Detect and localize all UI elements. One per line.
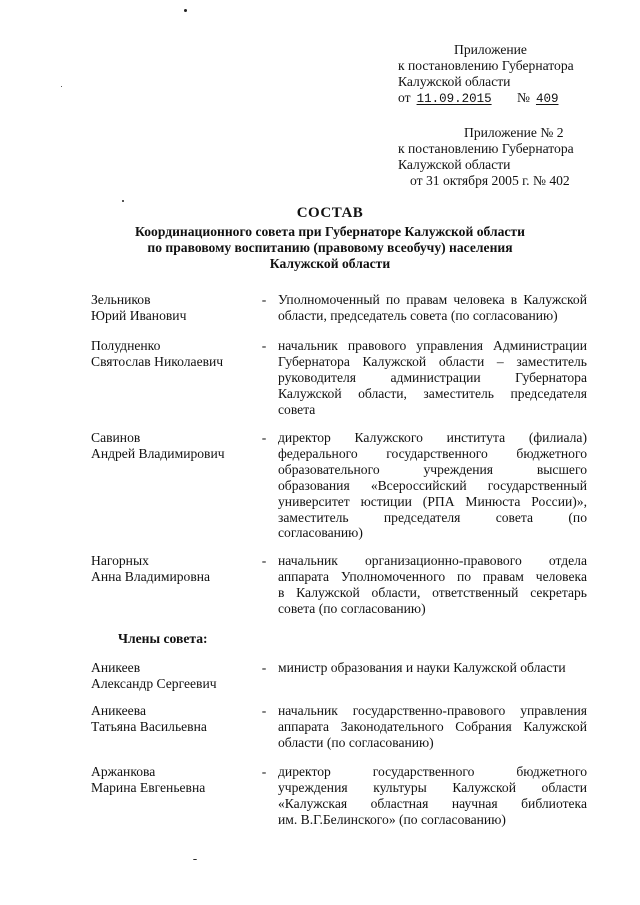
scan-speck — [61, 86, 62, 87]
approval-block-current — [398, 42, 598, 108]
dash-separator: - — [261, 703, 267, 718]
document-title: СОСТАВ — [296, 205, 364, 221]
person-given-name: Анна Владимировна — [91, 568, 211, 584]
person-surname: Нагорных — [91, 553, 149, 568]
council-name-line-2: по правовому воспитанию (правовому всеобучу) населения — [147, 239, 513, 255]
person-surname: Полудненко — [91, 338, 161, 353]
scan-speck — [122, 200, 124, 202]
scan-speck — [193, 859, 197, 860]
number-prefix: № — [516, 89, 530, 105]
person-name — [91, 338, 256, 370]
person-name — [91, 292, 256, 324]
document-heading — [110, 206, 550, 272]
person-given-name: Татьяна Васильевна — [91, 718, 207, 734]
approval-date-line — [398, 90, 598, 108]
dash-separator: - — [261, 764, 267, 779]
approval-resolution-line: к постановлению Губернатора — [398, 57, 574, 73]
original-region-line: Калужской области — [398, 156, 511, 172]
person-name — [91, 553, 256, 585]
person-role: начальник государственно-правового управления аппарата Законодательного Собрания Калужской области (по согласованию) — [278, 703, 587, 750]
approval-title: Приложение — [454, 42, 527, 57]
dash-separator: - — [261, 292, 267, 307]
council-name-line-1: Координационного совета при Губернаторе Калужской области — [135, 223, 525, 239]
person-role: директор Калужского института (филиала) федерального государственного бюджетного образовательного учреждения высшего образования «Всероссийский государственный университет юстиции (РПА Минюста России)», заместитель председателя совета (по согласованию) — [278, 430, 587, 541]
approval-number: 409 — [535, 91, 559, 106]
dash-separator: - — [261, 338, 267, 353]
person-given-name: Святослав Николаевич — [91, 353, 224, 369]
person-given-name: Александр Сергеевич — [91, 675, 217, 691]
dash-separator: - — [261, 430, 267, 445]
person-role: министр образования и науки Калужской области — [278, 660, 566, 675]
approval-region-line: Калужской области — [398, 73, 511, 89]
person-given-name: Андрей Владимирович — [91, 445, 225, 461]
person-role: начальник организационно-правового отдела аппарата Уполномоченного по правам человека в Калужской области, ответственный секретарь совета (по согласованию) — [278, 553, 587, 616]
dash-separator: - — [261, 660, 267, 675]
person-surname: Аникеева — [91, 703, 146, 718]
approval-date: 11.09.2015 — [416, 91, 492, 106]
members-heading: Члены совета: — [118, 631, 208, 646]
original-appendix-title: Приложение № 2 — [464, 125, 564, 140]
person-name — [91, 430, 256, 462]
person-name — [91, 703, 256, 735]
original-resolution-line: к постановлению Губернатора — [398, 140, 574, 156]
person-surname: Аникеев — [91, 660, 141, 675]
person-name — [91, 660, 256, 692]
council-name-line-3: Калужской области — [269, 255, 391, 271]
date-prefix: от — [398, 89, 411, 105]
original-date-line: от 31 октября 2005 г. № 402 — [410, 172, 570, 188]
person-surname: Савинов — [91, 430, 141, 445]
person-surname: Аржанкова — [91, 764, 156, 779]
dash-separator: - — [261, 553, 267, 568]
person-role: Уполномоченный по правам человека в Калужской области, председатель совета (по согласованию) — [278, 292, 587, 323]
person-role: начальник правового управления Администрации Губернатора Калужской области – заместитель руководителя администрации Губернатора Калужской области, заместитель председателя совета — [278, 338, 587, 417]
person-name — [91, 764, 256, 796]
person-surname: Зельников — [91, 292, 151, 307]
person-given-name: Марина Евгеньевна — [91, 779, 206, 795]
approval-block-original — [398, 125, 598, 189]
person-role: директор государственного бюджетного учреждения культуры Калужской области «Калужская областная научная библиотека им. В.Г.Белинского» (по согласованию) — [278, 764, 587, 827]
scan-speck — [184, 9, 187, 12]
person-given-name: Юрий Иванович — [91, 307, 187, 323]
